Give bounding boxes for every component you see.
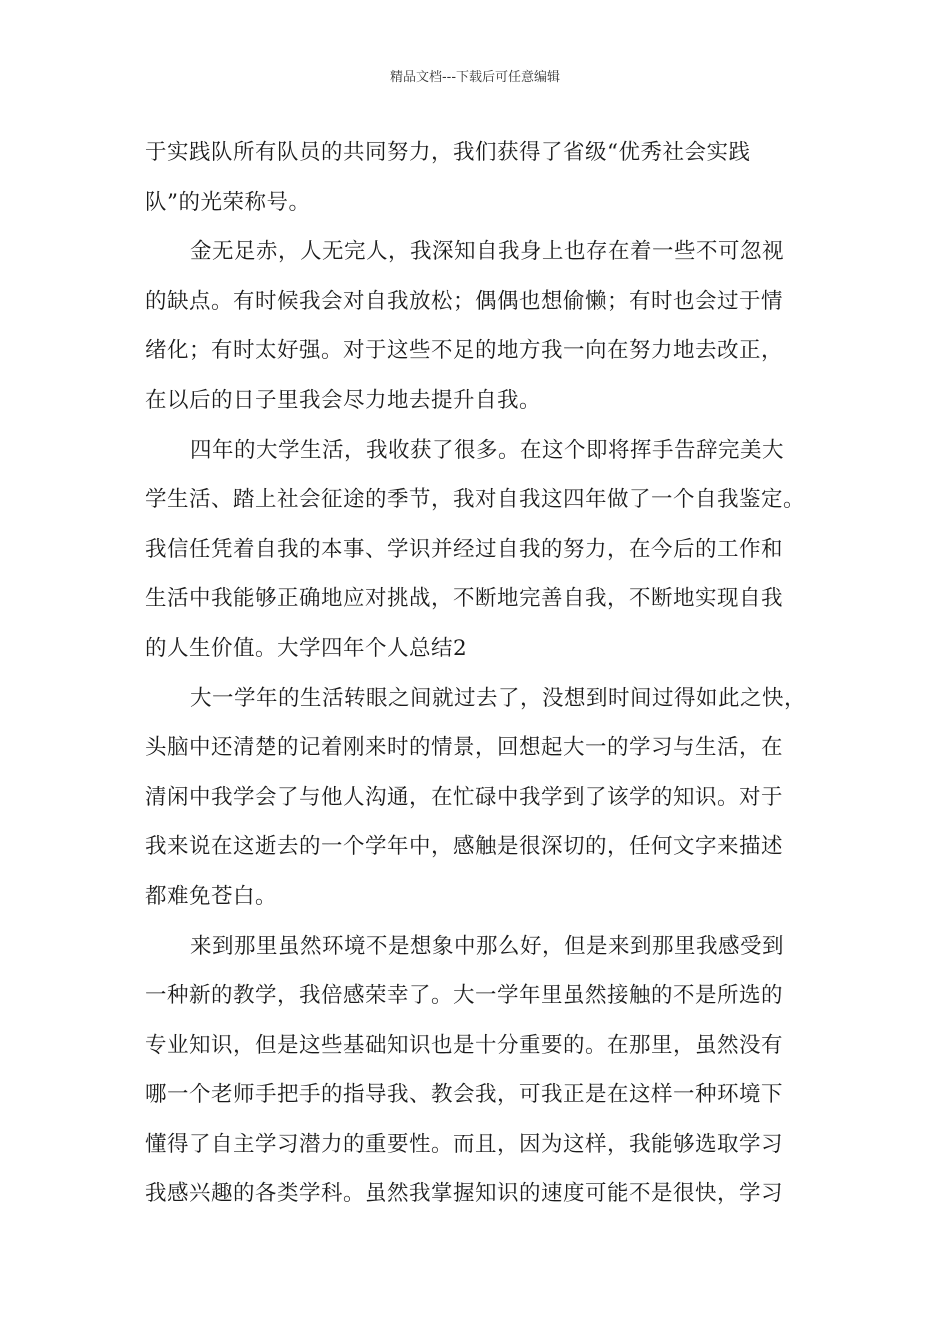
text-line: 于实践队所有队员的共同努力，我们获得了省级“优秀社会实践: [145, 140, 751, 165]
paragraph: [145, 674, 825, 922]
text-line: 生活中我能够正确地应对挑战，不断地完善自我，不断地实现自我: [145, 586, 784, 612]
text-line: 专业知识，但是这些基础知识也是十分重要的。在那里，虽然没有: [145, 1032, 784, 1058]
text-line: 一种新的教学，我倍感荣幸了。大一学年里虽然接触的不是所选的: [145, 983, 784, 1009]
document-body: [145, 128, 825, 1219]
text-line: 金无足赤，人无完人，我深知自我身上也存在着一些不可忽视: [190, 239, 785, 265]
text-line: 我感兴趣的各类学科。虽然我掌握知识的速度可能不是很快，学习: [145, 1181, 784, 1207]
text-line: 队”的光荣称号。: [145, 189, 311, 215]
paragraph: [145, 128, 825, 227]
text-line: 我来说在这逝去的一个学年中，感触是很深切的，任何文字来描述: [145, 834, 784, 860]
text-line: 清闲中我学会了与他人沟通，在忙碌中我学到了该学的知识。对于: [145, 784, 784, 810]
text-line: 我信任凭着自我的本事、学识并经过自我的努力，在今后的工作和: [145, 536, 784, 562]
text-line: 哪一个老师手把手的指导我、教会我，可我正是在这样一种环境下: [145, 1082, 784, 1108]
text-line: 的缺点。有时候我会对自我放松；偶偶也想偷懒；有时也会过于情: [145, 288, 784, 314]
paragraph: [145, 227, 825, 425]
text-line: 的人生价值。大学四年个人总结2: [145, 635, 468, 661]
text-line: 头脑中还清楚的记着刚来时的情景，回想起大一的学习与生活，在: [145, 735, 784, 761]
text-line: 学生活、踏上社会征途的季节，我对自我这四年做了一个自我鉴定。: [145, 487, 806, 513]
text-line: 都难免苍白。: [145, 883, 278, 909]
text-line: 四年的大学生活，我收获了很多。在这个即将挥手告辞完美大: [190, 437, 785, 463]
text-line: 大一学年的生活转眼之间就过去了，没想到时间过得如此之快，: [190, 685, 807, 711]
paragraph: [145, 426, 825, 674]
paragraph: [145, 922, 825, 1220]
page-header: 精品文档---下载后可任意编辑: [389, 70, 561, 85]
text-line: 来到那里虽然环境不是想象中那么好，但是来到那里我感受到: [190, 933, 785, 959]
text-line: 懂得了自主学习潜力的重要性。而且，因为这样，我能够选取学习: [145, 1131, 784, 1157]
text-line: 绪化；有时太好强。对于这些不足的地方我一向在努力地去改正，: [145, 338, 784, 364]
text-line: 在以后的日子里我会尽力地去提升自我。: [145, 387, 542, 413]
